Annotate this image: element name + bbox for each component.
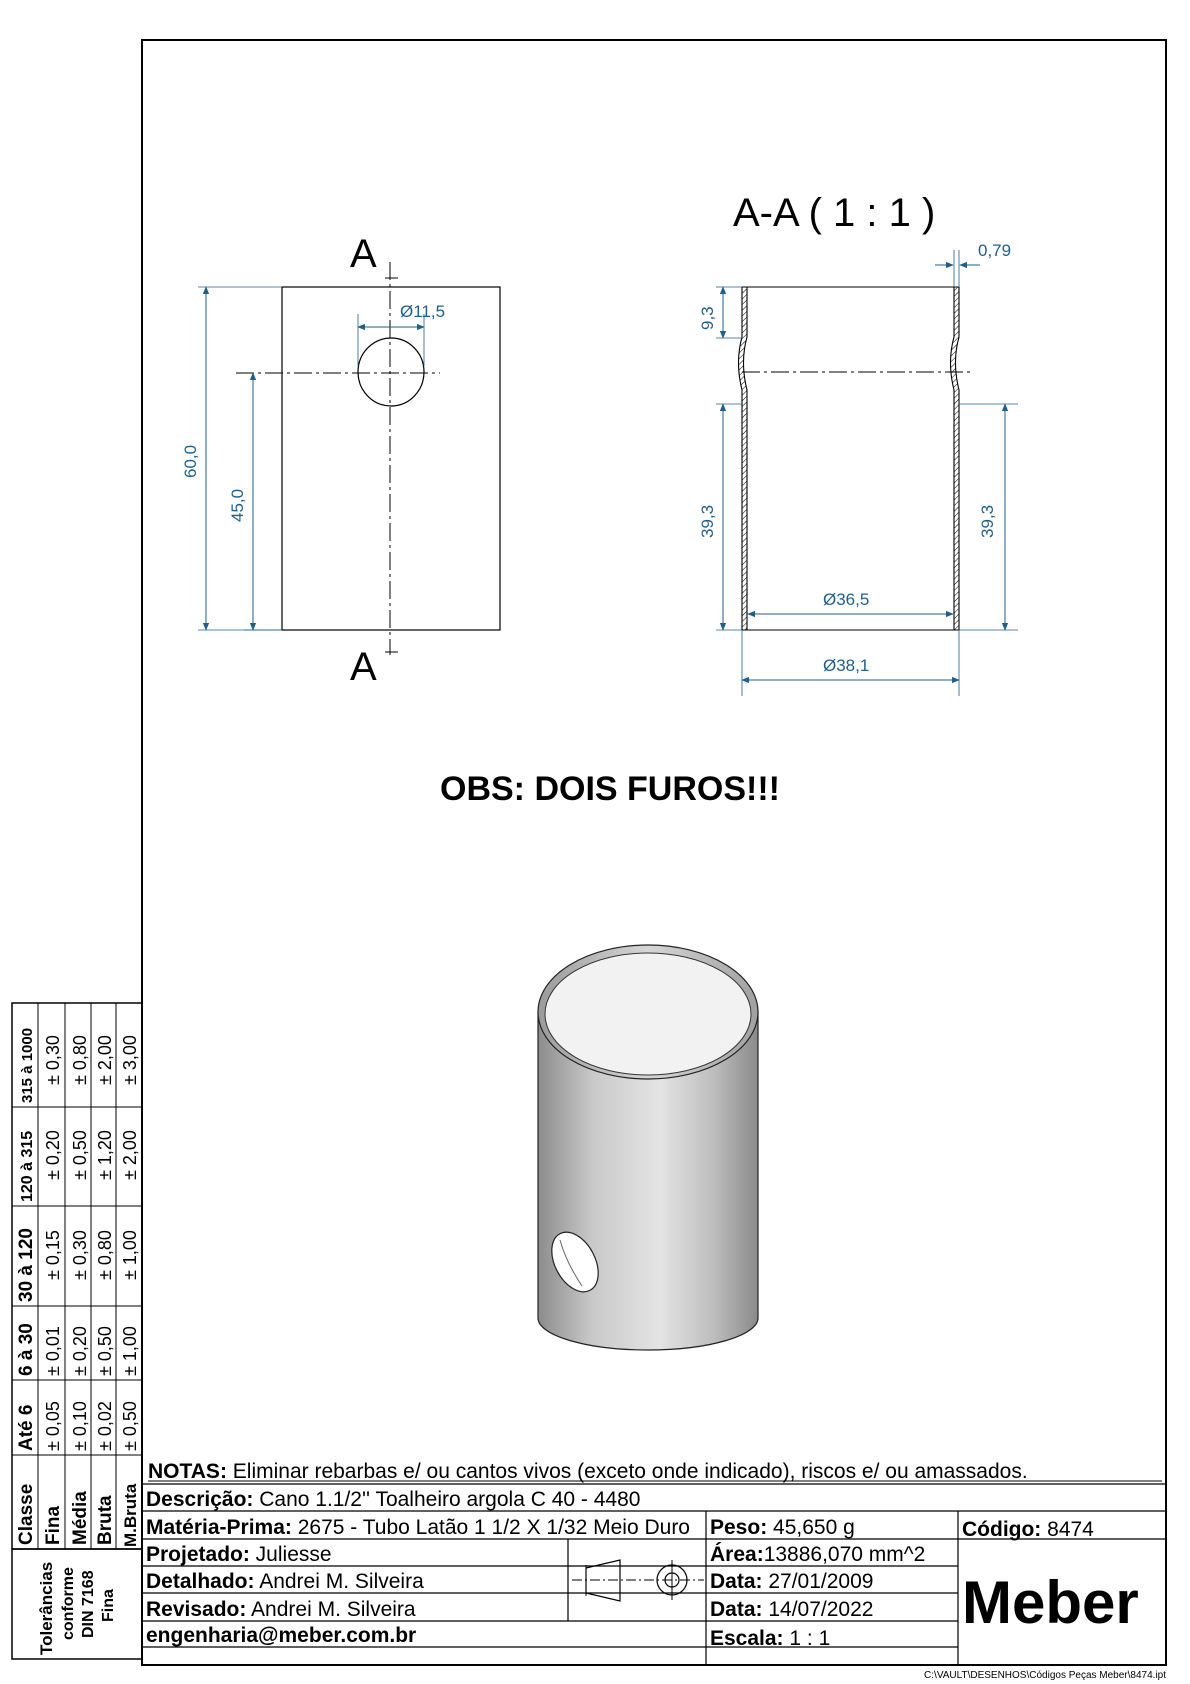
revisado-line: Revisado: Andrei M. Silveira bbox=[146, 1598, 416, 1621]
tol-cell: ± 0,20 bbox=[43, 1130, 63, 1180]
dim-hole-diameter: Ø11,5 bbox=[400, 302, 446, 321]
tol-cell: ± 0,02 bbox=[95, 1401, 115, 1451]
tolerance-table bbox=[12, 1003, 142, 1659]
dim-hole-height: 45,0 bbox=[228, 488, 247, 522]
dim-total-height: 60,0 bbox=[181, 444, 200, 478]
tol-side-label-4: Fina bbox=[100, 1589, 117, 1622]
tol-side-label-3: DIN 7168 bbox=[80, 1570, 97, 1638]
tol-side-label-2: conforme bbox=[60, 1567, 77, 1640]
tol-cell: ± 0,50 bbox=[70, 1130, 90, 1180]
section-title: A-A ( 1 : 1 ) bbox=[733, 191, 936, 235]
data-criacao-line: Data: 27/01/2009 bbox=[710, 1570, 874, 1593]
tube-opening bbox=[545, 953, 751, 1075]
dim-wall-thickness: 0,79 bbox=[978, 241, 1012, 260]
tol-header-ate6: Até 6 bbox=[16, 1404, 37, 1451]
tol-cell: ± 1,20 bbox=[95, 1130, 115, 1180]
tol-header-6-30: 6 à 30 bbox=[16, 1323, 37, 1376]
tol-side-label-1: Tolerâncias bbox=[37, 1561, 56, 1655]
tol-header-classe: Classe bbox=[16, 1483, 37, 1545]
tol-header-120-315: 120 à 315 bbox=[19, 1130, 36, 1202]
front-view bbox=[181, 232, 500, 689]
tol-cell: ± 0,15 bbox=[43, 1230, 63, 1280]
tol-cell: ± 0,50 bbox=[120, 1401, 140, 1451]
tol-cell: ± 0,20 bbox=[70, 1326, 90, 1376]
projetado-line: Projetado: Juliesse bbox=[146, 1543, 332, 1566]
dim-outer-diameter: Ø38,1 bbox=[823, 656, 870, 675]
tol-class-media: Média bbox=[70, 1491, 91, 1545]
detalhado-line: Detalhado: Andrei M. Silveira bbox=[146, 1570, 424, 1593]
peso-line: Peso: 45,650 g bbox=[710, 1516, 855, 1539]
area-line: Área:13886,070 mm^2 bbox=[710, 1543, 926, 1566]
tol-cell: ± 0,30 bbox=[70, 1230, 90, 1280]
dim-top-offset: 9,3 bbox=[698, 306, 717, 330]
tol-cell: ± 0,05 bbox=[43, 1401, 63, 1451]
tol-cell: ± 0,80 bbox=[95, 1230, 115, 1280]
tol-header-30-120: 30 à 120 bbox=[16, 1228, 37, 1302]
dim-lower-left: 39,3 bbox=[698, 504, 717, 538]
materia-prima-line: Matéria-Prima: 2675 - Tubo Latão 1 1/2 X 1/32 Meio Duro bbox=[146, 1516, 690, 1539]
escala-line: Escala: 1 : 1 bbox=[710, 1627, 831, 1650]
hole-circle bbox=[358, 338, 424, 406]
section-view bbox=[698, 191, 1018, 696]
tol-cell: ± 3,00 bbox=[120, 1035, 140, 1085]
isometric-view bbox=[538, 945, 758, 1350]
codigo-line: Código: 8474 bbox=[962, 1518, 1094, 1541]
cut-label-bottom: A bbox=[350, 645, 377, 689]
section-wall-left bbox=[739, 287, 748, 630]
tol-cell: ± 1,00 bbox=[120, 1326, 140, 1376]
tol-class-mbruta: M.Bruta bbox=[121, 1483, 140, 1547]
tol-cell: ± 0,01 bbox=[43, 1326, 63, 1376]
title-block bbox=[142, 1460, 1166, 1665]
obs-note: OBS: DOIS FUROS!!! bbox=[440, 770, 780, 808]
dim-lower-right: 39,3 bbox=[978, 504, 997, 538]
dim-inner-diameter: Ø36,5 bbox=[823, 590, 870, 609]
cut-label-top: A bbox=[350, 232, 377, 276]
email-line: engenharia@meber.com.br bbox=[146, 1624, 417, 1647]
notas-line: NOTAS: Eliminar rebarbas e/ ou cantos vivos (exceto onde indicado), riscos e/ ou amassados. bbox=[148, 1460, 1028, 1483]
data-revisao-line: Data: 14/07/2022 bbox=[710, 1598, 874, 1621]
tol-cell: ± 0,50 bbox=[95, 1326, 115, 1376]
tol-cell: ± 2,00 bbox=[120, 1130, 140, 1180]
tol-cell: ± 0,80 bbox=[70, 1035, 90, 1085]
tol-header-315-1000: 315 à 1000 bbox=[19, 1027, 36, 1103]
sheet-border bbox=[142, 40, 1166, 1665]
tol-class-bruta: Bruta bbox=[95, 1495, 116, 1545]
tol-cell: ± 0,30 bbox=[43, 1035, 63, 1085]
descricao-line: Descrição: Cano 1.1/2'' Toalheiro argola C 40 - 4480 bbox=[146, 1488, 641, 1511]
tol-class-fina: Fina bbox=[43, 1505, 64, 1545]
tol-cell: ± 0,10 bbox=[70, 1401, 90, 1451]
tol-cell: ± 2,00 bbox=[95, 1035, 115, 1085]
file-path: C:\VAULT\DESENHOS\Códigos Peças Meber\8474.ipt bbox=[924, 1670, 1166, 1681]
section-wall-right bbox=[951, 287, 960, 630]
meber-logo: Meber bbox=[962, 1569, 1139, 1636]
tol-cell: ± 1,00 bbox=[120, 1230, 140, 1280]
